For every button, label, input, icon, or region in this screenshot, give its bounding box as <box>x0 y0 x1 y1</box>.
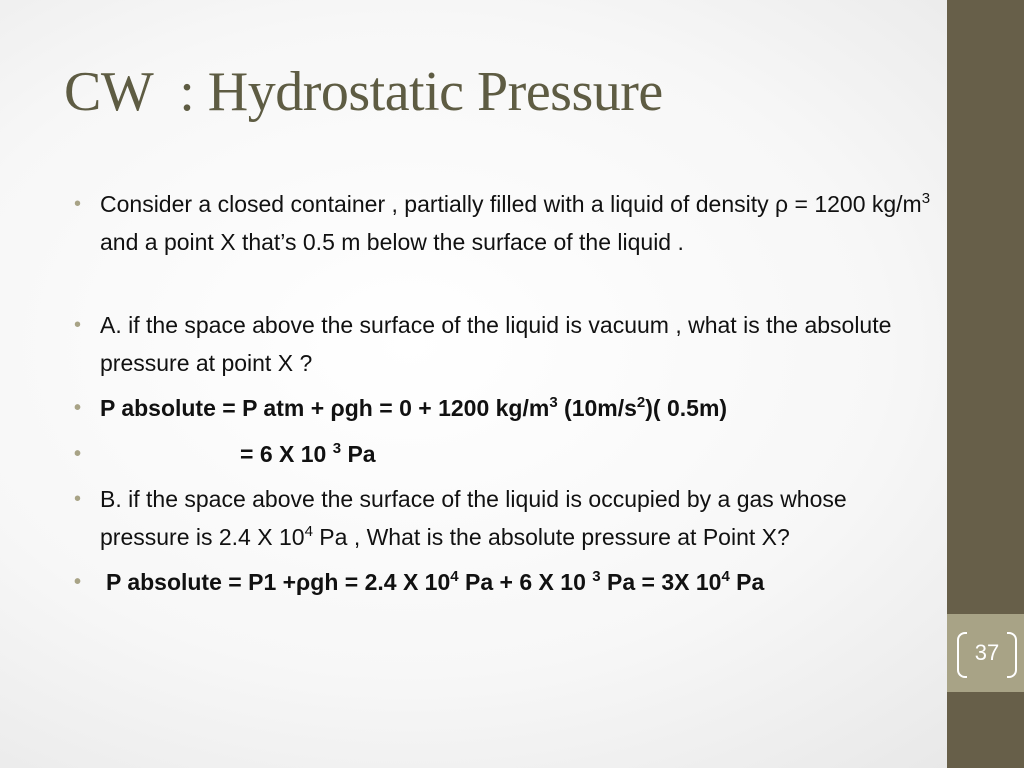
bullet-text: )( 0.5m) <box>645 395 728 421</box>
bullet-question-b <box>74 481 940 556</box>
page-number-box <box>957 632 1017 678</box>
superscript: 2 <box>636 394 646 411</box>
bullet-text: P absolute = P1 +ρgh = 2.4 X 10 <box>106 569 451 595</box>
bullet-text: = 6 X 10 <box>240 440 333 467</box>
slide-title: CW : Hydrostatic Pressure <box>64 61 663 123</box>
superscript: 4 <box>450 568 459 585</box>
slide-content <box>74 186 940 610</box>
bullet-answer-a-formula <box>74 390 940 428</box>
bullet-text: and a point X that’s 0.5 m below the surface of the liquid . <box>100 228 684 255</box>
superscript: 3 <box>592 568 601 585</box>
bullet-text: Pa <box>729 569 765 595</box>
bullet-text: Pa = 3X 10 <box>600 569 722 595</box>
superscript: 3 <box>549 394 558 411</box>
bullet-text: Pa + 6 X 10 <box>458 569 593 595</box>
bullet-answer-b <box>74 564 940 602</box>
superscript: 3 <box>921 190 931 207</box>
bullet-question-a <box>74 307 940 382</box>
page-number: 37 <box>974 640 1000 665</box>
bullet-answer-a-result <box>74 436 940 474</box>
bullet-text: P absolute = P atm + ρgh = 0 + 1200 kg/m <box>100 395 550 421</box>
bullet-text: A. if the space above the surface of the liquid is vacuum , what is the absolute pressure at point X ? <box>100 312 892 376</box>
superscript: 4 <box>721 568 730 585</box>
bullet-problem-statement <box>74 186 940 261</box>
superscript: 3 <box>332 439 342 457</box>
bullet-text: B. if the space above the surface of the liquid is occupied by a gas whose pressure is 2.4 X 10 <box>100 486 847 550</box>
bullet-text: Consider a closed container , partially filled with a liquid of density ρ = 1200 kg/m <box>100 191 922 217</box>
superscript: 4 <box>304 522 313 540</box>
bullet-text: (10m/s <box>557 395 637 421</box>
bullet-text: Pa <box>341 440 376 467</box>
bullet-text: Pa , What is the absolute pressure at Point X? <box>312 523 790 550</box>
